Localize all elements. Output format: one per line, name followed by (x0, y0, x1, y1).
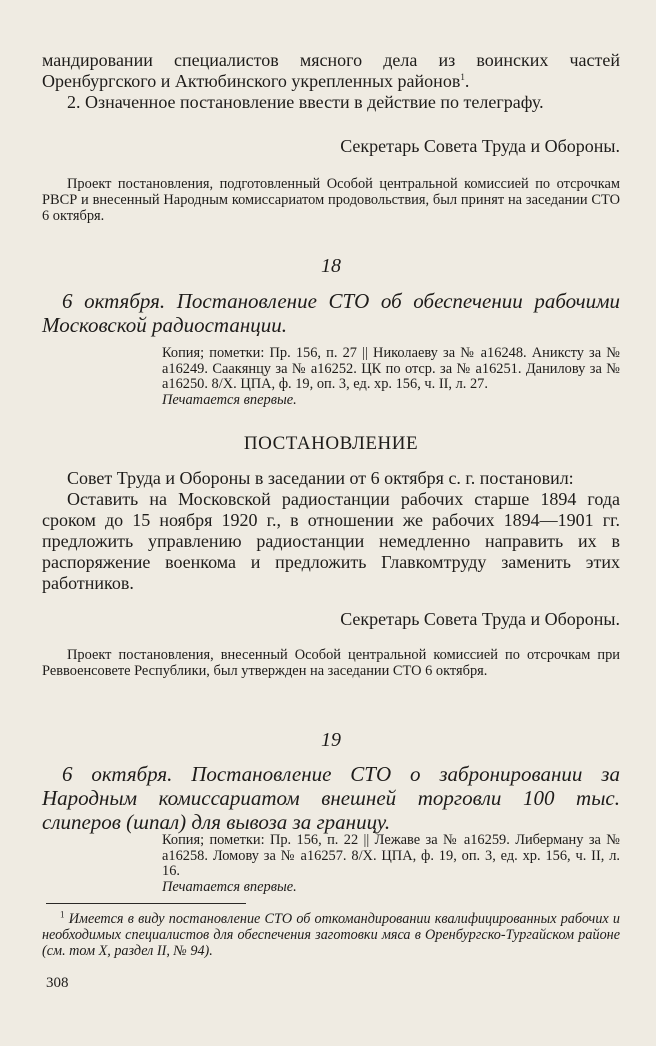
document-number-18: 18 (321, 255, 341, 277)
top-section (42, 50, 620, 113)
signature-2: Секретарь Совета Труда и Обороны. (340, 609, 620, 629)
editorial-note-1: Проект постановления, подготовленный Особой центральной комиссией по отсрочкам РВСР и внесенный Народным комиссариатом продовольствия, был принят на заседании СТО 6 октября. (42, 176, 620, 224)
document-heading-19: 6 октября. Постановление СТО о забронировании за Народным комиссариатом внешней торговли 100 тыс. слиперов (шпал) для вывоза за границу. (42, 762, 620, 834)
paragraph-2: 2. Означенное постановление ввести в действие по телеграфу. (67, 92, 544, 112)
printed-first-note: Печатается впервые. (162, 391, 297, 408)
signature-1: Секретарь Совета Труда и Обороны. (340, 136, 620, 156)
resolution-title: ПОСТАНОВЛЕНИЕ (243, 433, 419, 454)
footnote-text: Имеется в виду постановление СТО об откомандировании квалифицированных рабочих и необходимых специалистов для обеспечения заготовки мяса в Оренбургско-Тургайском районе (см. том X, раздел II, № 94). (42, 911, 620, 959)
archive-meta-18 (162, 346, 620, 408)
archive-meta-19 (162, 833, 620, 895)
resolution-para-2: Оставить на Московской радиостанции рабочих старше 1894 года сроком до 15 ноября 1920 г., в отношении же рабочих 1894—1901 гг. предложить управлению радиостанции немедленно направить их в распоряжение военкома и предложить Главкомтруду заменить этих работников. (42, 489, 620, 593)
footnote-ref: 1 (460, 72, 465, 82)
page-number: 308 (46, 975, 69, 991)
resolution-para-1: Совет Труда и Обороны в заседании от 6 октября с. г. постановил: (67, 468, 574, 488)
document-number-19: 19 (321, 729, 341, 751)
archive-reference: Копия; пометки: Пр. 156, п. 22 || Лежаве за № а16259. Либерману за № а16258. Ломову за № а16257. 8/Х. ЦПА, ф. 19, оп. 3, ед. хр. 156, ч. II, л. 16. (162, 832, 620, 880)
archive-reference: Копия; пометки: Пр. 156, п. 27 || Николаеву за № а16248. Аниксту за № а16249. Саакянцу за № а16252. ЦК по отср. за № а16251. Данилову за № а16250. 8/Х. ЦПА, ф. 19, оп. 3, ед. хр. 156, ч. II, л. 27. (162, 345, 620, 393)
paragraph-continuation: мандировании специалистов мясного дела из воинских частей Оренбургского и Актюбинского укрепленных районов$^1$. (42, 50, 620, 91)
footnote-divider (46, 903, 246, 904)
resolution-body (42, 468, 620, 594)
footnote (42, 911, 620, 959)
printed-first-note: Печатается впервые. (162, 878, 297, 895)
editorial-note-2: Проект постановления, внесенный Особой центральной комиссией по отсрочкам при Реввоенсовете Республики, был утвержден на заседании СТО 6 октября. (42, 647, 620, 679)
document-heading-18: 6 октября. Постановление СТО об обеспечении рабочими Московской радиостанции. (42, 289, 620, 337)
footnote-marker: 1 (60, 909, 65, 920)
